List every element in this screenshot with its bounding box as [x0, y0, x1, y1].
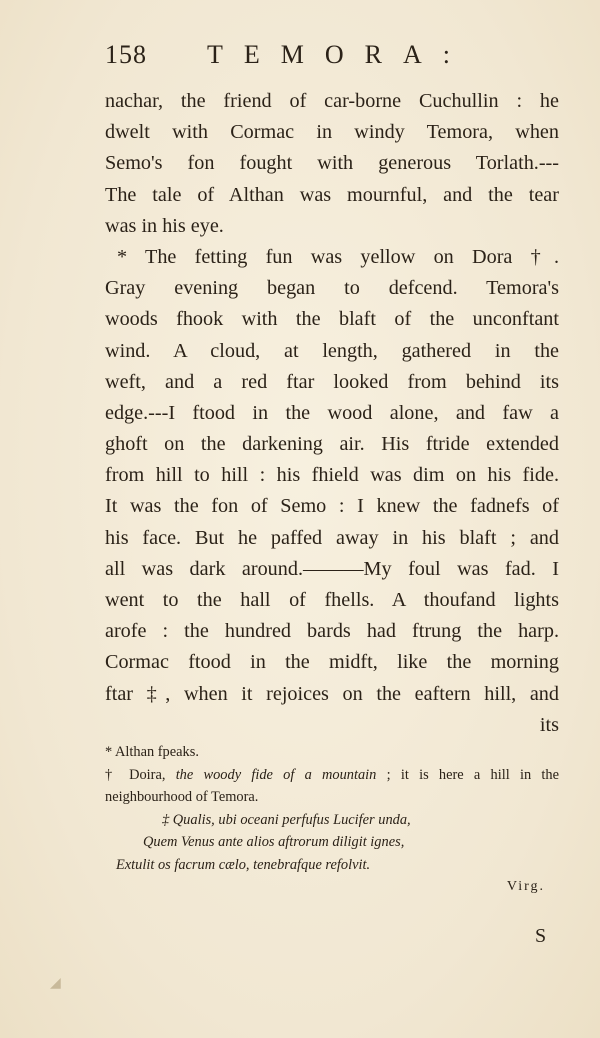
text-line: was in his eye. — [105, 214, 224, 237]
text-line: It was the fon of Semo : I knew the fadnefs of — [105, 495, 559, 518]
text-line: Gray evening began to defcend. Temora's — [105, 277, 559, 300]
text-line: nachar, the friend of car-borne Cuchullin : he — [105, 90, 559, 112]
text-line: * The fetting fun was yellow on Dora †. — [117, 245, 559, 268]
text-line: arofe : the hundred bards had ftrung the harp. — [105, 620, 559, 643]
text-line: from hill to hill : his fhield was dim on his fide. — [105, 464, 559, 487]
text-line: woods fhook with the blaft of the unconftant — [105, 308, 559, 331]
signature-mark: S — [535, 925, 547, 947]
text-line: wind. A cloud, at length, gathered in the — [105, 339, 559, 362]
page-header — [105, 40, 560, 76]
footnote-2-rest: ; it is here a hill in the — [376, 766, 559, 783]
footnote-2-italic: the woody fide of a mountain — [175, 766, 377, 783]
text-line: weft, and a red ftar looked from behind its — [105, 370, 559, 393]
footnote-3-verse-1: ‡ Qualis, ubi oceani perfufus Lucifer unda, — [162, 811, 411, 828]
text-line: all was dark around.———My foul was fad. I — [105, 557, 559, 580]
text-line: ghoft on the darkening air. His ftride extended — [105, 433, 559, 456]
footnote-2-cont: neighbourhood of Temora. — [105, 789, 259, 805]
stain-mark: ◢ — [50, 976, 61, 991]
footnote-1: * Althan fpeaks. — [105, 744, 199, 760]
running-title: TEMORA: — [207, 40, 471, 69]
footnotes — [105, 741, 559, 899]
text-line: dwelt with Cormac in windy Temora, when — [105, 121, 559, 144]
text-line: his face. But he paffed away in his blaft ; and — [105, 526, 559, 549]
footnote-3-verse-2: Quem Venus ante alios aftrorum diligit ignes, — [143, 834, 405, 850]
text-line: edge.---I ftood in the wood alone, and faw a — [105, 401, 559, 424]
text-line: The tale of Althan was mournful, and the tear — [105, 183, 559, 206]
text-line: Cormac ftood in the midft, like the morning — [105, 651, 559, 674]
text-line: ftar ‡, when it rejoices on the eaftern hill, and — [105, 682, 559, 705]
catchword-line: its — [539, 713, 559, 736]
text-line: went to the hall of fhells. A thoufand lights — [105, 589, 559, 611]
footnote-2-marker: † Doira, — [105, 766, 176, 783]
footnote-3-source: Virg. — [506, 879, 545, 894]
page-number: 158 — [105, 40, 147, 69]
footnote-3-verse-3: Extulit os facrum cælo, tenebrafque refolvit. — [116, 856, 371, 873]
footnote-2 — [105, 764, 559, 787]
text-line: Semo's fon fought with generous Torlath.--- — [105, 152, 559, 175]
main-text — [105, 86, 559, 741]
